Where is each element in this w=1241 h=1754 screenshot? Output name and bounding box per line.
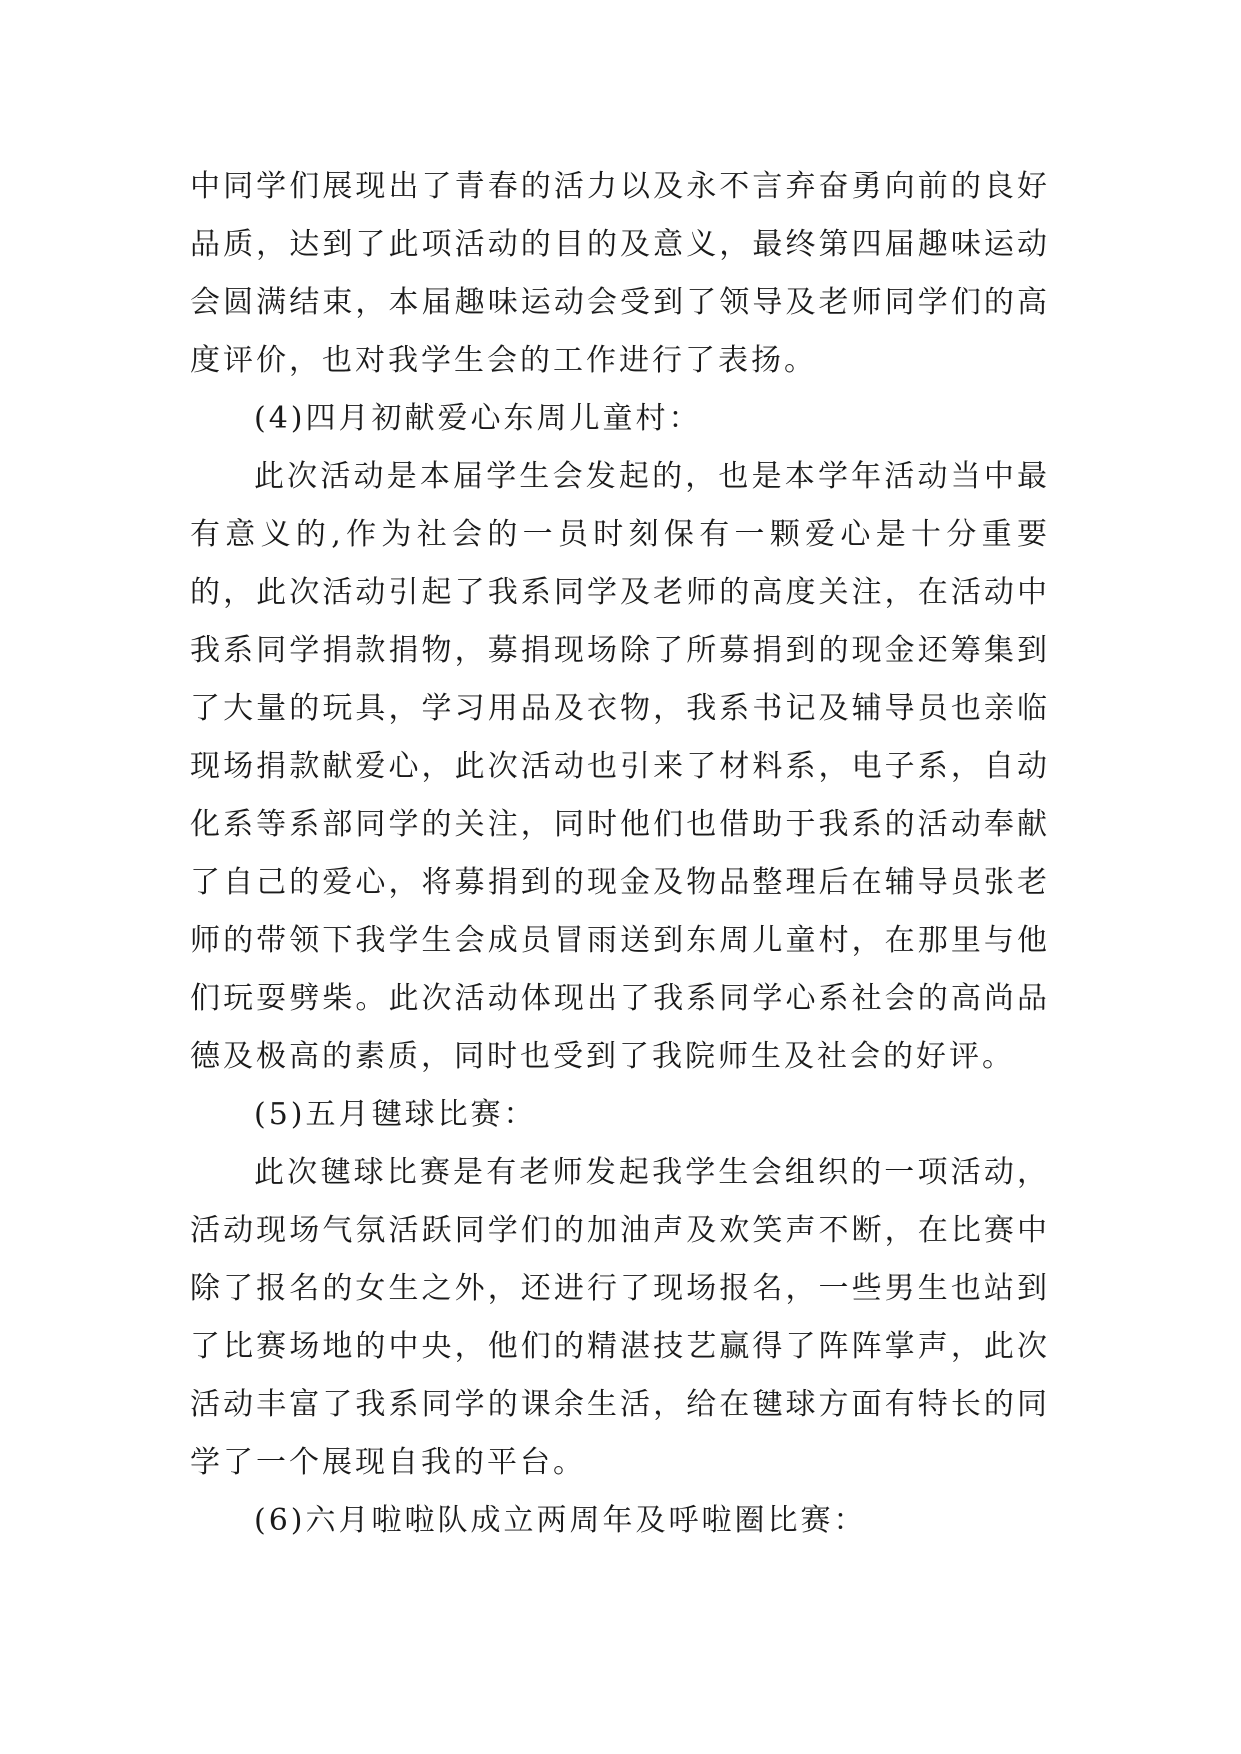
document-body: [190, 158, 1050, 1550]
section-heading-may-shuttlecock: (5)五月毽球比赛：: [254, 1097, 537, 1132]
paragraph-sports-meet-summary: 中同学们展现出了青春的活力以及永不言弃奋勇向前的良好品质，达到了此项活动的目的及意义，最终第四届趣味运动会圆满结束，本届趣味运动会受到了领导及老师同学们的高度评价，也对我学生会的工作进行了表扬。: [190, 169, 1050, 378]
paragraph-may-shuttlecock: 此次毽球比赛是有老师发起我学生会组织的一项活动，活动现场气氛活跃同学们的加油声及欢笑声不断，在比赛中除了报名的女生之外，还进行了现场报名，一些男生也站到了比赛场地的中央，他们的精湛技艺赢得了阵阵掌声，此次活动丰富了我系同学的课余生活，给在毽球方面有特长的同学了一个展现自我的平台。: [190, 1155, 1050, 1480]
paragraph-april-charity: 此次活动是本届学生会发起的，也是本学年活动当中最有意义的,作为社会的一员时刻保有一颗爱心是十分重要的，此次活动引起了我系同学及老师的高度关注，在活动中我系同学捐款捐物，募捐现场除了所募捐到的现金还筹集到了大量的玩具，学习用品及衣物，我系书记及辅导员也亲临现场捐款献爱心，此次活动也引来了材料系，电子系，自动化系等系部同学的关注，同时他们也借助于我系的活动奉献了自己的爱心，将募捐到的现金及物品整理后在辅导员张老师的带领下我学生会成员冒雨送到东周儿童村，在那里与他们玩耍劈柴。此次活动体现出了我系同学心系社会的高尚品德及极高的素质，同时也受到了我院师生及社会的好评。: [190, 459, 1050, 1074]
section-heading-april-charity: (4)四月初献爱心东周儿童村：: [254, 401, 702, 436]
section-heading-june-cheerleading: (6)六月啦啦队成立两周年及呼啦圈比赛：: [254, 1503, 867, 1538]
